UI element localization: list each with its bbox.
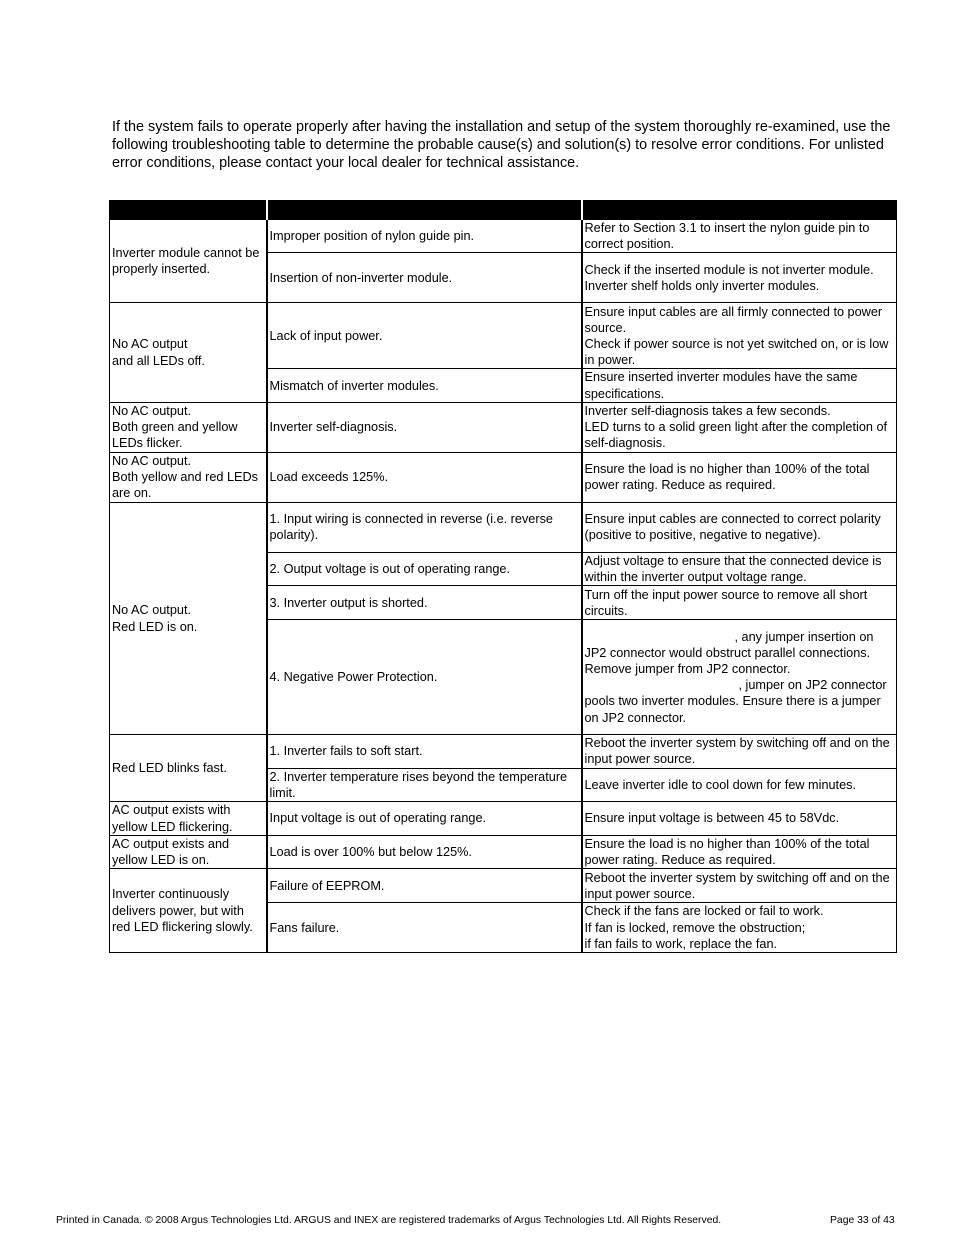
solution-cell: Refer to Section 3.1 to insert the nylon guide pin to correct position.: [582, 220, 897, 253]
table-row: [110, 303, 897, 369]
cause-cell: 2. Output voltage is out of operating range.: [267, 552, 582, 585]
cause-cell: Load is over 100% but below 125%.: [267, 836, 582, 869]
symptom-line: No AC output: [112, 337, 188, 352]
solution-cell: Ensure the load is no higher than 100% of the total power rating. Reduce as required.: [582, 452, 897, 502]
table-row: [110, 735, 897, 768]
cause-cell: Insertion of non-inverter module.: [267, 253, 582, 303]
symptom-cell: [110, 303, 267, 402]
solution-line: Check if power source is not yet switched on, or is low in power.: [584, 336, 889, 368]
symptom-line: No AC output.: [112, 603, 191, 618]
symptom-line: and all LEDs off.: [112, 353, 205, 368]
table-row: [110, 502, 897, 552]
solution-cell: Reboot the inverter system by switching off and on the input power source.: [582, 735, 897, 768]
cause-cell: Fans failure.: [267, 903, 582, 953]
solution-cell: Adjust voltage to ensure that the connected device is within the inverter output voltage range.: [582, 552, 897, 585]
symptom-cell: [110, 452, 267, 502]
symptom-cell: Inverter continuously delivers power, but with red LED flickering slowly.: [110, 869, 267, 953]
solution-line: , any jumper insertion on JP2 connector would obstruct parallel connections. Remove jumper from JP2 connector.: [584, 629, 874, 677]
table-row: [110, 402, 897, 452]
cause-cell: 1. Inverter fails to soft start.: [267, 735, 582, 768]
solution-line: LED turns to a solid green light after the completion of self-diagnosis.: [584, 420, 888, 451]
solution-cell: Ensure input cables are connected to correct polarity (positive to positive, negative to negative).: [582, 502, 897, 552]
cause-cell: Load exceeds 125%.: [267, 452, 582, 502]
cause-cell: 3. Inverter output is shorted.: [267, 586, 582, 620]
table-row: [110, 836, 897, 869]
cause-cell: Mismatch of inverter modules.: [267, 369, 582, 402]
solution-line: Inverter self-diagnosis takes a few seconds.: [584, 404, 831, 418]
symptom-line: No AC output.: [112, 404, 191, 418]
table-row: [110, 220, 897, 253]
solution-line: Check if the fans are locked or fail to work.: [584, 904, 824, 919]
solution-cell: Turn off the input power source to remove all short circuits.: [582, 586, 897, 620]
cause-cell: 4. Negative Power Protection.: [267, 620, 582, 735]
solution-cell: Leave inverter idle to cool down for few minutes.: [582, 768, 897, 801]
solution-cell: Check if the inserted module is not inverter module. Inverter shelf holds only inverter modules.: [582, 253, 897, 303]
solution-line: , jumper on JP2 connector pools two inverter modules. Ensure there is a jumper on JP2 connector.: [584, 678, 887, 725]
header-solution: [582, 201, 897, 220]
header-cause: [267, 201, 582, 220]
symptom-cell: [110, 502, 267, 734]
table-row: [110, 802, 897, 836]
solution-cell: [582, 620, 897, 735]
symptom-line: Red LED is on.: [112, 619, 198, 634]
header-symptom: [110, 201, 267, 220]
solution-cell: Ensure inserted inverter modules have the same specifications.: [582, 369, 897, 402]
symptom-line: Both yellow and red LEDs are on.: [112, 470, 258, 501]
solution-cell: Ensure input voltage is between 45 to 58Vdc.: [582, 802, 897, 836]
cause-cell: 1. Input wiring is connected in reverse (i.e. reverse polarity).: [267, 502, 582, 552]
solution-cell: [582, 402, 897, 452]
solution-cell: [582, 903, 897, 953]
intro-paragraph: If the system fails to operate properly after having the installation and setup of the system thoroughly re-examined, use the following troubleshooting table to determine the probable cause(s) and solution(s) to resolve error conditions. For unlisted error conditions, please contact your local dealer for technical assistance.: [112, 119, 891, 171]
symptom-cell: AC output exists with yellow LED flickering.: [110, 802, 267, 836]
cause-cell: Lack of input power.: [267, 303, 582, 369]
footer-page-number: Page 33 of 43: [830, 1215, 895, 1226]
solution-cell: Ensure the load is no higher than 100% of the total power rating. Reduce as required.: [582, 836, 897, 869]
symptom-line: Both green and yellow LEDs flicker.: [112, 420, 238, 451]
symptom-cell: Inverter module cannot be properly inserted.: [110, 220, 267, 303]
solution-cell: Reboot the inverter system by switching off and on the input power source.: [582, 869, 897, 903]
cause-cell: Failure of EEPROM.: [267, 869, 582, 903]
table-row: [110, 869, 897, 903]
troubleshooting-table: [109, 200, 897, 953]
cause-cell: Improper position of nylon guide pin.: [267, 220, 582, 253]
solution-line: Ensure input cables are all firmly connected to power source.: [584, 304, 883, 335]
symptom-cell: [110, 402, 267, 452]
solution-line: If fan is locked, remove the obstruction;: [584, 920, 806, 935]
table-header-row: [110, 201, 897, 220]
symptom-cell: Red LED blinks fast.: [110, 735, 267, 802]
table-row: [110, 452, 897, 502]
solution-line: if fan fails to work, replace the fan.: [584, 936, 778, 951]
footer-copyright: Printed in Canada. © 2008 Argus Technologies Ltd. ARGUS and INEX are registered trademarks of Argus Technologies Ltd. All Rights Reserved.: [56, 1215, 722, 1226]
cause-cell: 2. Inverter temperature rises beyond the temperature limit.: [267, 768, 582, 801]
cause-cell: Inverter self-diagnosis.: [267, 402, 582, 452]
symptom-line: No AC output.: [112, 454, 191, 468]
cause-cell: Input voltage is out of operating range.: [267, 802, 582, 836]
solution-cell: [582, 303, 897, 369]
symptom-cell: AC output exists and yellow LED is on.: [110, 836, 267, 869]
